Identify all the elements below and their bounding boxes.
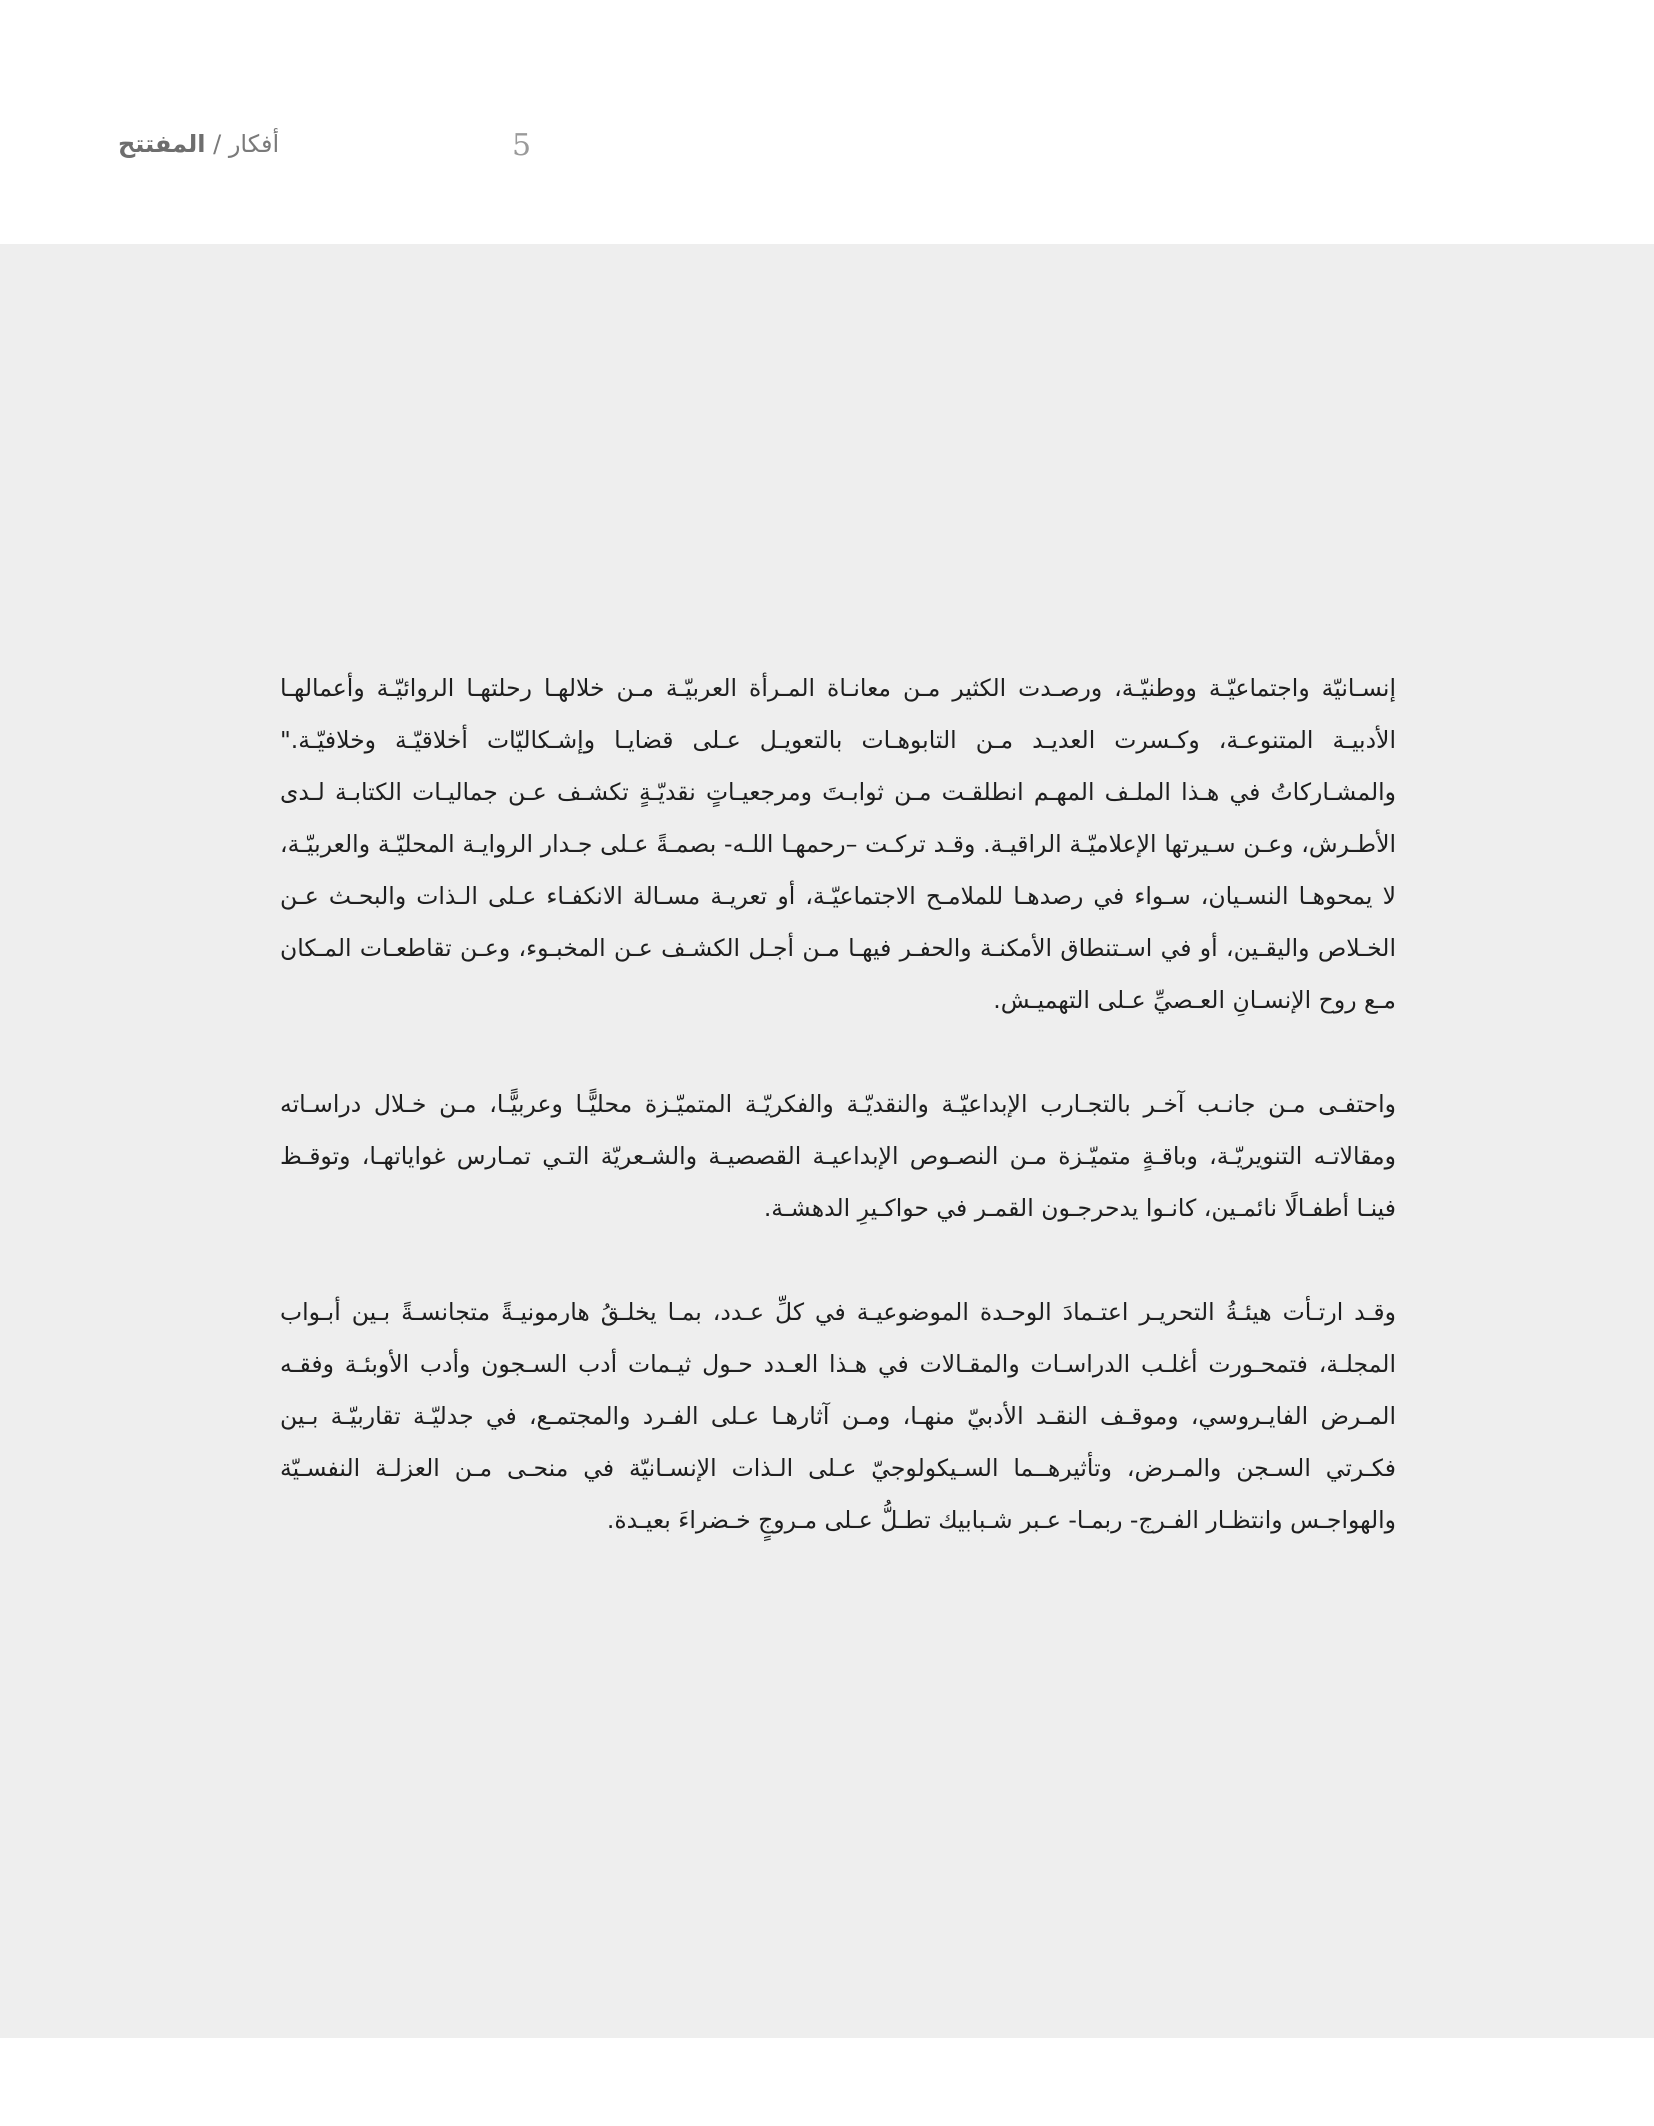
page-footer	[0, 2038, 1654, 2126]
running-head	[118, 130, 279, 158]
paragraph: وقـد ارتـأت هيئـةُ التحريـر اعتـمادَ الوحـدة الموضوعيـة في كلِّ عـدد، بمـا يخلـقُ هارمونيـةً متجانسـةً بـين أبـواب المجلـة، فتمحـورت أغلـب الدراسـات والمقـالات في هـذا العـدد حـول ثيـمات أدب السـجون وأدب الأوبئـة وفقـه المـرض الفايـروسي، وموقـف النقـد الأدبيّ منهـا، ومـن آثارهـا عـلى الفـرد والمجتمـع، في جدليّـة تقاربيّـة بـين فكـرتي السـجن والمـرض، وتأثيرهــما السـيكولوجيّ عـلى الـذات الإنسـانيّة في منحـى مـن العزلـة النفسـيّة والهواجـس وانتظـار الفـرج- ربمـا- عـبر شـبابيك تطـلُّ عـلى مـروجٍ خـضراءَ بعيـدة.	[280, 1298, 1396, 1534]
section-title: المفتتح	[118, 130, 206, 158]
breadcrumb-separator: /	[205, 130, 229, 158]
paragraph: إنسـانيّة واجتماعيّـة ووطنيّـة، ورصـدت الكثير مـن معانـاة المـرأة العربيّـة مـن خلالهـا رحلتهـا الروائيّـة وأعمالهـا الأدبيـة المتنوعـة، وكـسرت العديـد مـن التابوهـات بالتعويـل عـلى قضايـا وإشـكاليّات أخلاقيّـة وخلافيّـة." والمشـاركاتُ في هـذا الملـف المهـم انطلقـت مـن ثوابـتَ ومرجعيـاتٍ نقديّـةٍ تكشـف عـن جماليـات الكتابـة لـدى الأطـرش، وعـن سـيرتها الإعلاميّـة الراقيـة. وقـد تركـت –رحمهـا اللـه- بصمـةً عـلى جـدار الروايـة المحليّـة والعربيّـة، لا يمحوهـا النسـيان، سـواء في رصدهـا للملامـح الاجتماعيّـة، أو تعريـة مسـالة الانكفـاء عـلى الـذات والبحـث عـن الخـلاص واليقـين، أو في اسـتنطاق الأمكنـة والحفـر فيهـا مـن أجـل الكشـف عـن المخبـوء، وعـن تقاطعـات المـكان مـع روح الإنسـانِ العـصيِّ عـلى التهميـش.	[280, 674, 1396, 1014]
article-body	[280, 662, 1396, 1598]
page-header	[0, 0, 1654, 244]
breadcrumb-parent: أفكار	[228, 130, 280, 158]
page-number: 5	[512, 128, 532, 163]
paragraph: واحتفـى مـن جانـب آخـر بالتجـارب الإبداعيّـة والنقديّـة والفكريّـة المتميّـزة محليًّـا وعربيًّـا، مـن خـلال دراسـاته ومقالاتـه التنويريّـة، وباقـةٍ متميّـزة مـن النصـوص الإبداعيـة القصصيـة والشـعريّة التـي تمـارس غواياتهـا، وتوقـظ فينـا أطفـالًا نائمـين، كانـوا يدحرجـون القمـر في حواكـيرِ الدهشـة.	[280, 1090, 1396, 1222]
content-area	[0, 244, 1654, 2038]
